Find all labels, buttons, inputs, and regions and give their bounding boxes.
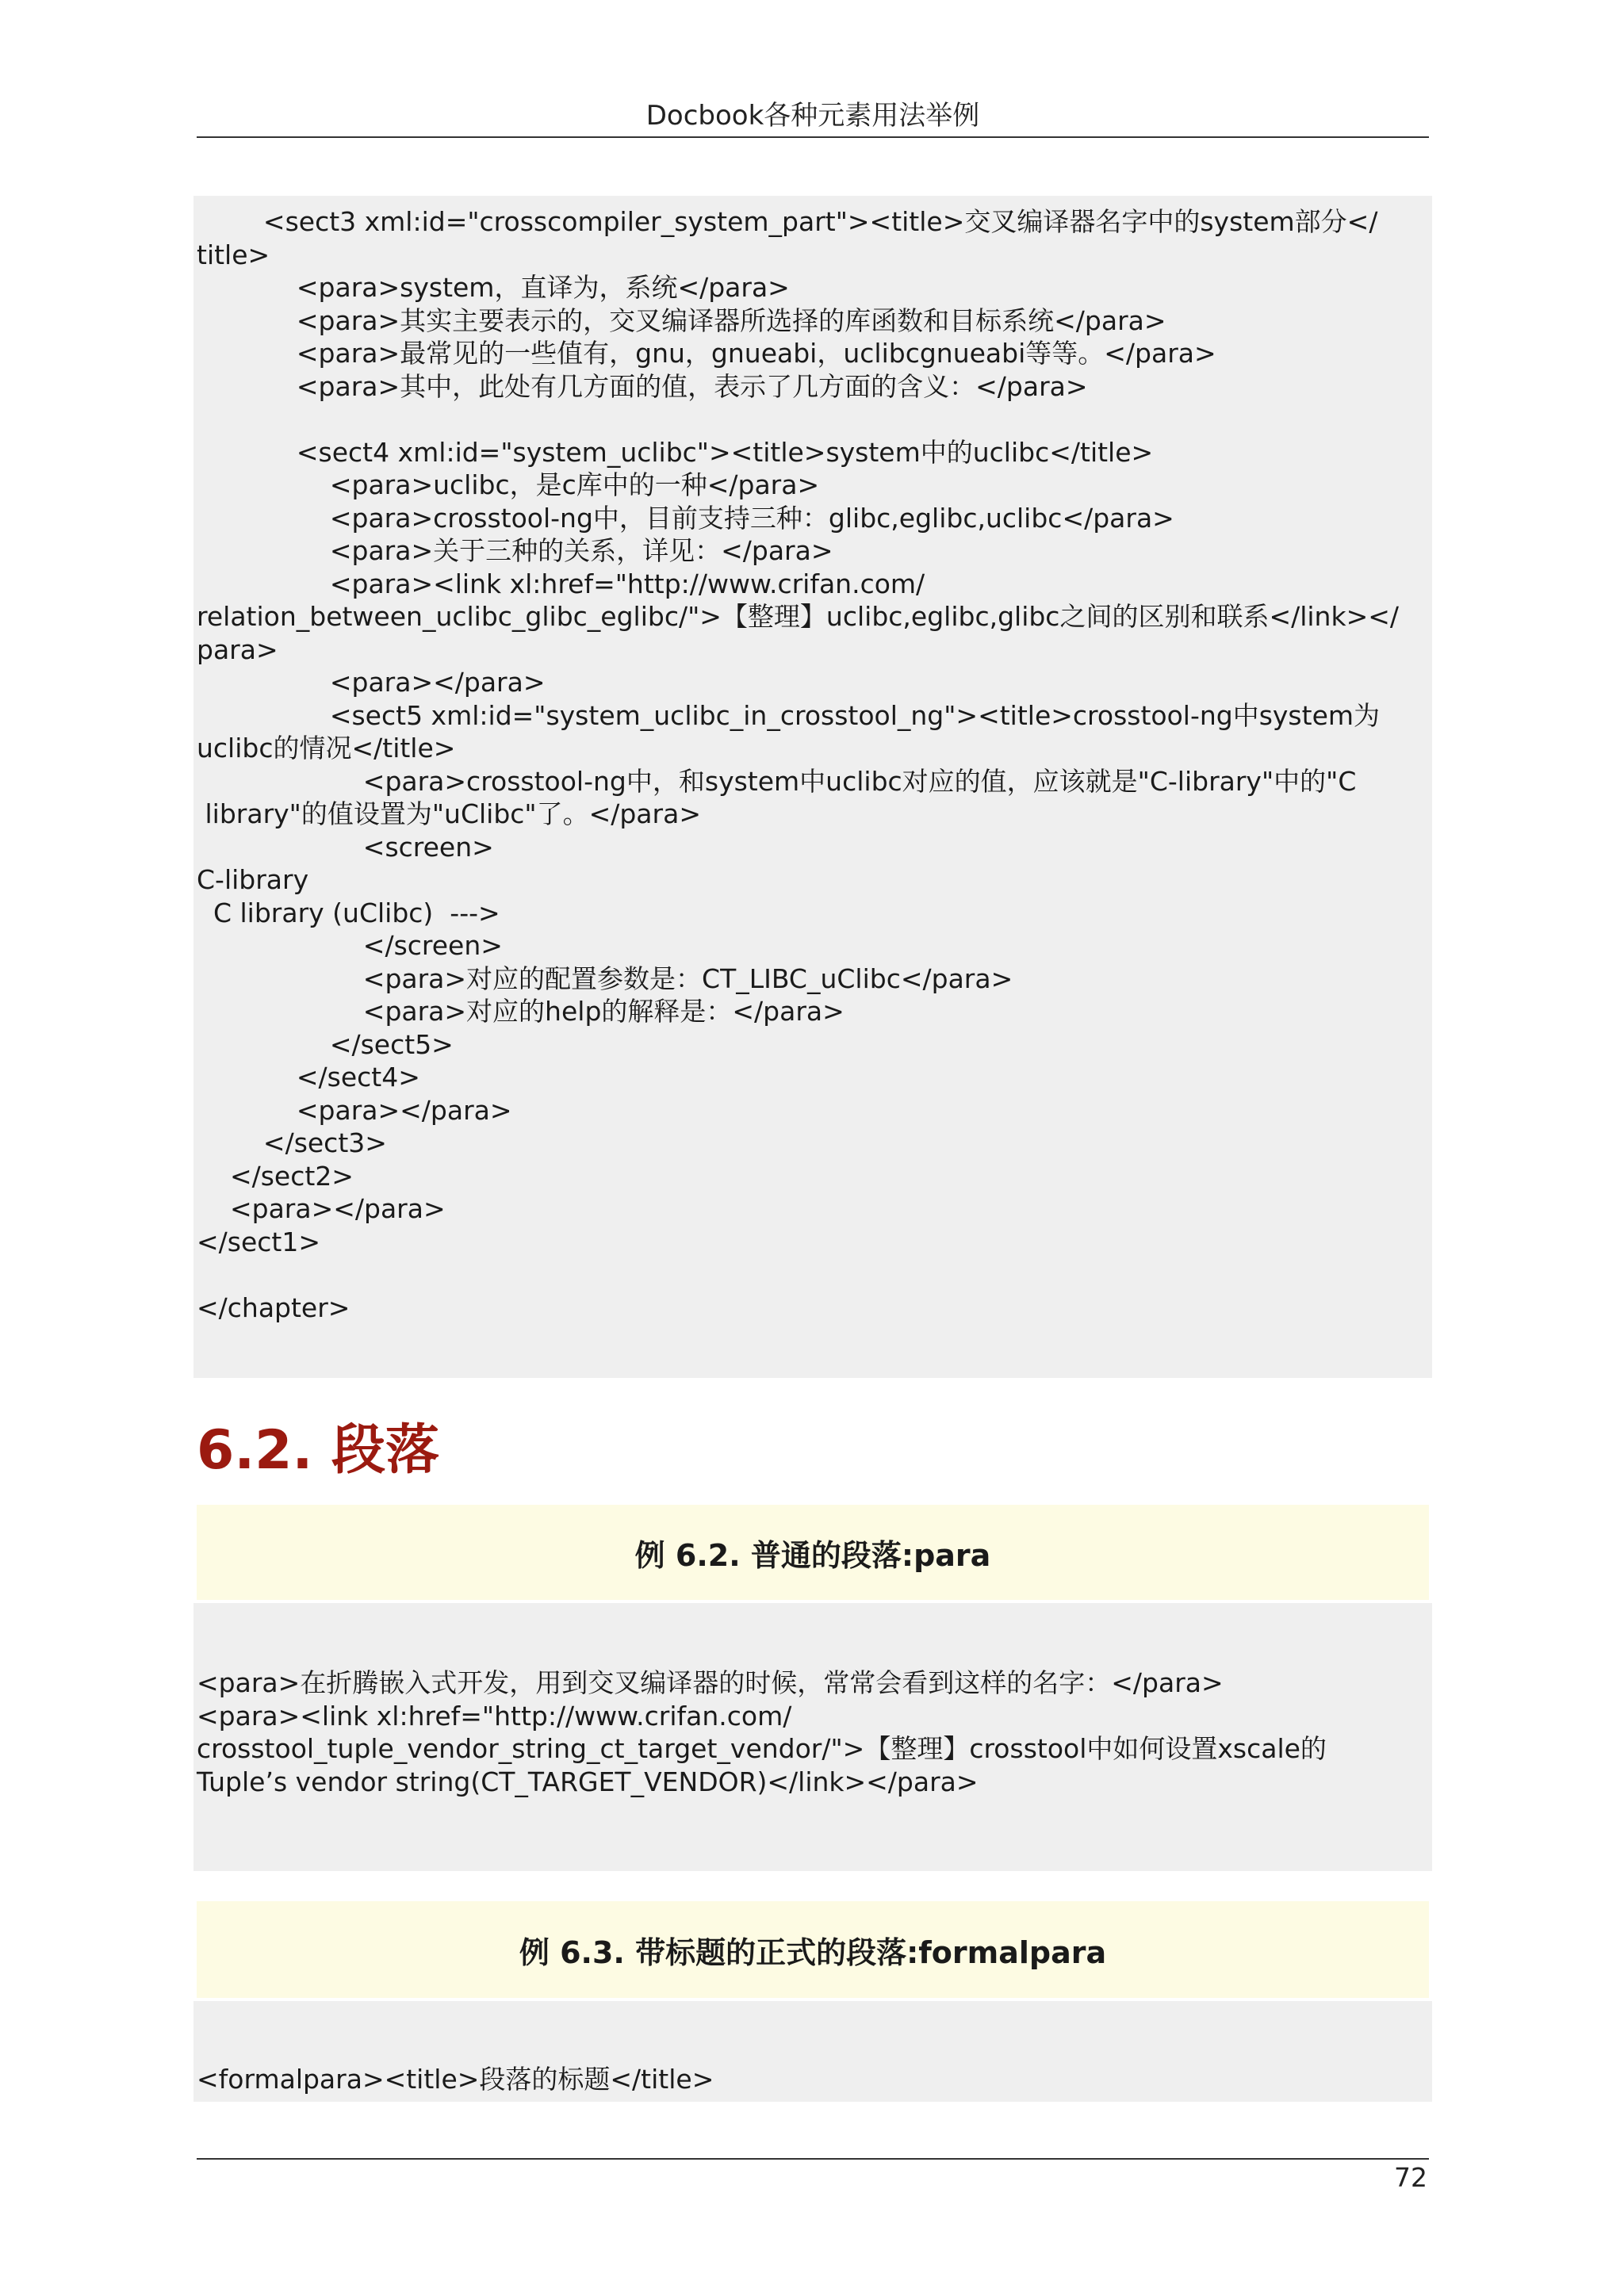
header-rule bbox=[197, 136, 1429, 138]
code-block-para-example: <para>在折腾嵌入式开发，用到交叉编译器的时候，常常会看到这样的名字：</para> <para><link xl:href="http://www.crifan.com/ crosstool_tuple_vendor_string_ct_target_vendor/">【整理】crosstool中如何设置xscale的 Tuple’s vendor string(CT_TARGET_VENDOR)</link></para> bbox=[193, 1603, 1432, 1871]
footer-rule bbox=[197, 2158, 1429, 2160]
code-block-sect3: <sect3 xml:id="crosscompiler_system_part"><title>交叉编译器名字中的system部分</ title> <para>system，直译为，系统</para> <para>其实主要表示的，交叉编译器所选择的库函数和目标系统</para> <para>最常见的一些值有，gnu，gnueabi，uclibcgnueabi等等。</para> <para>其中，此处有几方面的值，表示了几方面的含义：</para> <sect4 xml:id="system_uclibc"><title>system中的uclibc</title> <para>uclibc，是c库中的一种</para> <para>crosstool-ng中，目前支持三种：glibc,eglibc,uclibc</para> <para>关于三种的关系，详见：</para> <para><link xl:href="http://www.crifan.com/ relation_between_uclibc_glibc_eglibc/">【整理】uclibc,eglibc,glibc之间的区别和联系</link></ para> <para></para> <sect5 xml:id="system_uclibc_in_crosstool_ng"><title>crosstool-ng中system为 uclibc的情况</title> <para>crosstool-ng中，和system中uclibc对应的值，应该就是"C-library"中的"C library"的值设置为"uClibc"了。</para> <screen> C-library C library (uClibc) ---> </screen> <para>对应的配置参数是：CT_LIBC_uClibc</para> <para>对应的help的解释是：</para> </sect5> </sect4> <para></para> </sect3> </sect2> <para></para> </sect1> </chapter> bbox=[193, 196, 1432, 1378]
example-title-para: 例 6.2. 普通的段落:para bbox=[197, 1505, 1429, 1600]
code-block-formalpara-example: <formalpara><title>段落的标题</title> bbox=[193, 2001, 1432, 2102]
section-heading: 6.2. 段落 bbox=[197, 1419, 439, 1482]
example-title-formalpara: 例 6.3. 带标题的正式的段落:formalpara bbox=[197, 1901, 1429, 1998]
running-header-title: Docbook各种元素用法举例 bbox=[645, 100, 980, 132]
page-number: 72 bbox=[1394, 2162, 1427, 2193]
